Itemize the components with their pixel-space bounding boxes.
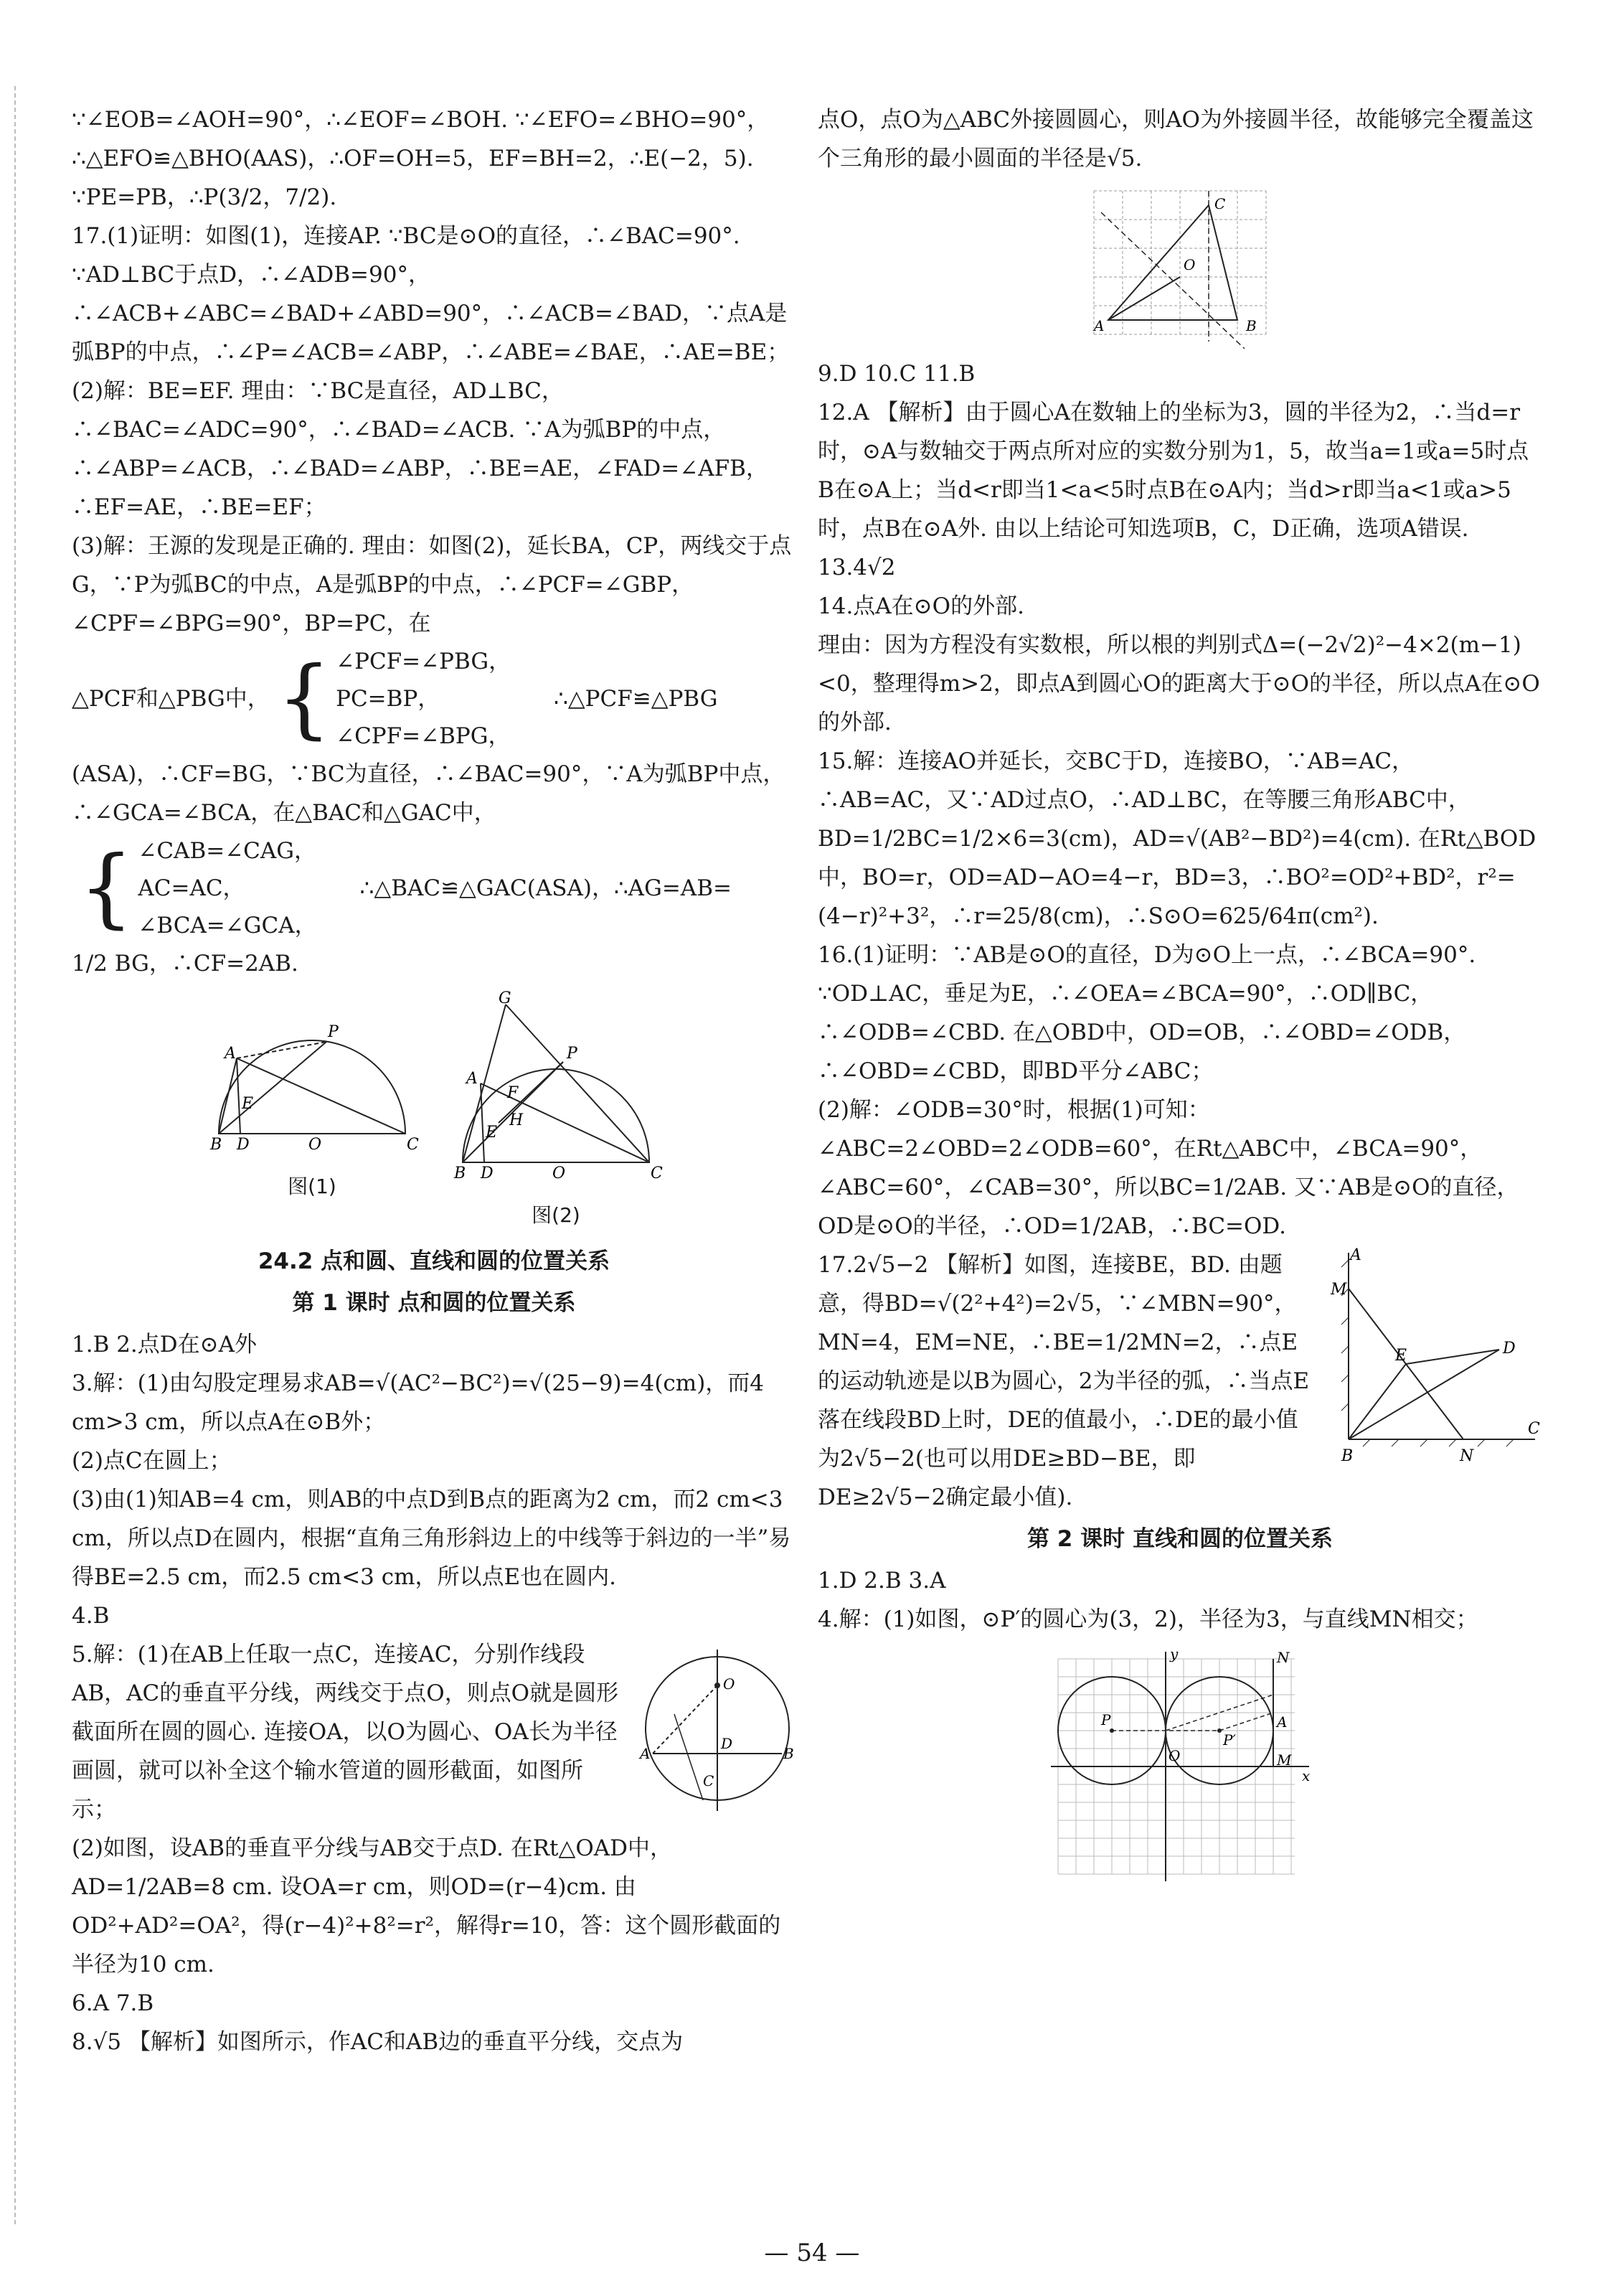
label-M: M bbox=[1331, 1281, 1347, 1299]
coordinate-circles-figure bbox=[1044, 1645, 1316, 1888]
label-D: D bbox=[1503, 1340, 1516, 1358]
answer-12: 12.A 【解析】由于圆心A在数轴上的坐标为3，圆的半径为2，∴当d=r时，⊙A与数轴交于两点所对应的实数分别为1，5，故当a=1或a=5时点B在⊙A上；当d<r即当1<a<5时点B在⊙A内；当d>r即当a<1或a>5时，点B在⊙A外. 由以上结论可知选项B，C，D正确，选项A错误. bbox=[818, 400, 1529, 542]
congruence-system-1 bbox=[72, 643, 796, 755]
brace-line: ∠CAB=∠CAG， bbox=[138, 838, 317, 864]
label-A: A bbox=[640, 1745, 651, 1762]
answer-16-part2: (2)解：∠ODB=30°时，根据(1)可知：∠ABC=2∠OBD=2∠ODB=60°，在Rt△ABC中，∠BCA=90°，∠ABC=60°，∠CAB=30°，所以BC=1/2AB. 又∵AB是⊙O的直径，OD是⊙O的半径，∴OD=1/2AB，∴BC=OD. bbox=[818, 1097, 1519, 1239]
answer-8-cont: 点O，点O为△ABC外接圆圆心，则AO为外接圆半径，故能够完全覆盖这个三角形的最小圆面的半径是√5. bbox=[818, 107, 1534, 171]
answer-13: 13.4√2 bbox=[818, 555, 896, 580]
figure-2-semicircle bbox=[448, 990, 664, 1184]
label-M: M bbox=[1277, 1751, 1292, 1769]
brace-line: AC=AC， bbox=[138, 875, 245, 901]
brace-symbol: { bbox=[79, 838, 134, 938]
answer-14: 14.点A在⊙O的外部. bbox=[818, 593, 1024, 619]
answer-17: 17.2√5−2 【解析】如图，连接BE，BD. 由题意，得BD=√(2²+4²)=2√5，∵∠MBN=90°，MN=4，EM=NE，∴BE=1/2MN=2，∴点E的运动轨迹是以B为圆心，2为半径的弧，∴当点E落在线段BD上时，DE的值最小，∴DE的最小值为2√5−2(也可以用DE≥BD−BE，即DE≥2√5−2确定最小值). bbox=[818, 1252, 1310, 1510]
label-P-prime: P′ bbox=[1223, 1731, 1236, 1749]
binding-line bbox=[14, 86, 16, 2224]
brace-symbol: { bbox=[276, 649, 332, 748]
label-B: B bbox=[1341, 1447, 1354, 1465]
page-number: — 54 — bbox=[764, 2239, 860, 2267]
right-angle-figure bbox=[1327, 1246, 1542, 1475]
label-D: D bbox=[481, 1165, 494, 1182]
label-N: N bbox=[1460, 1447, 1474, 1465]
label-O: O bbox=[552, 1165, 566, 1182]
answer-5-part1: 5.解：(1)在AB上任取一点C，连接AC，分别作线段AB，AC的垂直平分线，两线交于点O，则点O就是圆形截面所在圆的圆心. 连接OA，以O为圆心、OA长为半径画圆，就可以补全这个输水管道的圆形截面，如图所示； bbox=[72, 1642, 619, 1822]
label-O: O bbox=[723, 1675, 735, 1693]
answer-15: 15.解：连接AO并延长，交BC于D，连接BO，∵AB=AC，∴AB=AC，又∵AD过点O，∴AD⊥BC，在等腰三角形ABC中，BD=1/2BC=1/2×6=3(cm)，AD=√(AB²−BD²)=4(cm). 在Rt△BOD中，BO=r，OD=AD−AO=4−r，BD=3，∴BO²=OD²+BD²，r²=(4−r)²+3²，∴r=25/8(cm)，∴S⊙O=625/64π(cm²). bbox=[818, 748, 1536, 929]
answer-4: 4.B bbox=[72, 1603, 110, 1629]
figure-1-semicircle bbox=[204, 990, 420, 1155]
label-F: F bbox=[507, 1084, 519, 1102]
label-D: D bbox=[237, 1136, 250, 1154]
label-B: B bbox=[210, 1136, 222, 1154]
label-P: P bbox=[1101, 1711, 1111, 1728]
left-column bbox=[72, 100, 796, 2061]
brace-suffix: ∴△PCF≌△PBG bbox=[554, 686, 718, 712]
right-column bbox=[818, 100, 1542, 1894]
answer-3-part3: (3)由(1)知AB=4 cm，则AB的中点D到B点的距离为2 cm，而2 cm<3 cm，所以点D在圆内，根据“直角三角形斜边上的中线等于斜边的一半”易得BE=2.5 cm，而2.5 cm<3 cm，所以点E也在圆内. bbox=[72, 1487, 791, 1590]
label-P: P bbox=[567, 1045, 577, 1063]
label-C: C bbox=[407, 1136, 419, 1154]
label-C: C bbox=[1214, 195, 1226, 212]
label-O: O bbox=[1169, 1747, 1181, 1764]
brace-line: ∠PCF=∠PBG， bbox=[336, 649, 511, 674]
pipe-cross-section-figure bbox=[638, 1635, 796, 1822]
lesson-1-title: 第 1 课时 点和圆的位置关系 bbox=[292, 1290, 576, 1316]
congruence-system-2 bbox=[72, 832, 796, 944]
label-B: B bbox=[454, 1165, 466, 1182]
answer-9-11: 9.D 10.C 11.B bbox=[818, 361, 976, 387]
answer-8: 8.√5 【解析】如图所示，作AC和AB边的垂直平分线，交点为 bbox=[72, 2029, 684, 2055]
answer-4-part1: 4.解：(1)如图，⊙P′的圆心为(3，2)，半径为3，与直线MN相交； bbox=[818, 1606, 1478, 1632]
label-A: A bbox=[1094, 317, 1105, 334]
answer-3-part1: 3.解：(1)由勾股定理易求AB=√(AC²−BC²)=√(25−9)=4(cm)，而4 cm>3 cm，所以点A在⊙B外； bbox=[72, 1370, 765, 1435]
figure-2-caption: 图(2) bbox=[532, 1203, 580, 1227]
figure-1-caption: 图(1) bbox=[288, 1175, 336, 1198]
brace-line: ∠BCA=∠GCA， bbox=[138, 913, 317, 938]
label-E: E bbox=[486, 1124, 498, 1142]
answer-6-7: 6.A 7.B bbox=[72, 1990, 154, 2016]
answer-17-part3: (3)解：王源的发现是正确的. 理由：如图(2)，延长BA，CP，两线交于点G，∵P为弧BC的中点，A是弧BP的中点，∴∠PCF=∠GBP，∠CPF=∠BPG=90°，BP=PC，在 bbox=[72, 533, 792, 636]
answer-17-part1: 17.(1)证明：如图(1)，连接AP. ∵BC是⊙O的直径，∴∠BAC=90°. ∵AD⊥BC于点D，∴∠ADB=90°，∴∠ACB+∠ABC=∠BAD+∠ABD=90°，∴∠ACB=∠BAD，∵点A是弧BP的中点，∴∠P=∠ACB=∠ABP，∴∠ABE=∠BAE，∴AE=BE； bbox=[72, 223, 790, 365]
label-H: H bbox=[509, 1111, 524, 1129]
label-A: A bbox=[1350, 1246, 1361, 1264]
label-A: A bbox=[1277, 1713, 1288, 1731]
label-O: O bbox=[308, 1136, 322, 1154]
lesson-2-title: 第 2 课时 直线和圆的位置关系 bbox=[1027, 1526, 1333, 1552]
brace-line: PC=BP， bbox=[336, 686, 440, 712]
label-E: E bbox=[1395, 1347, 1407, 1365]
answer-17-conclusion: 1/2 BG，∴CF=2AB. bbox=[72, 951, 298, 977]
brace-prefix: △PCF和△PBG中， bbox=[72, 686, 270, 712]
answer-16-part1: 16.(1)证明：∵AB是⊙O的直径，D为⊙O上一点，∴∠BCA=90°. ∵OD⊥AC，垂足为E，∴∠OEA=∠BCA=90°，∴OD∥BC，∴∠ODB=∠CBD. 在△OBD中，OD=OB，∴∠OBD=∠ODB，∴∠OBD=∠CBD，即BD平分∠ABC； bbox=[818, 942, 1476, 1084]
brace-line: ∠CPF=∠BPG， bbox=[336, 723, 511, 749]
answer-3-part2: (2)点C在圆上； bbox=[72, 1448, 232, 1474]
answer-1-2: 1.B 2.点D在⊙A外 bbox=[72, 1332, 258, 1358]
label-A: A bbox=[225, 1045, 236, 1063]
label-C: C bbox=[651, 1165, 663, 1182]
label-O: O bbox=[1184, 256, 1196, 273]
answer-1-3: 1.D 2.B 3.A bbox=[818, 1568, 946, 1594]
answer-17-part2: (2)解：BE=EF. 理由：∵BC是直径，AD⊥BC，∴∠BAC=∠ADC=90°，∴∠BAD=∠ACB. ∵A为弧BP的中点，∴∠ABP=∠ACB，∴∠BAD=∠ABP，∴BE=AE，∠FAD=∠AFB，∴EF=AE，∴BE=EF； bbox=[72, 378, 768, 520]
label-x: x bbox=[1302, 1767, 1311, 1784]
figure-row-17 bbox=[72, 990, 796, 1235]
label-E: E bbox=[242, 1095, 254, 1113]
label-B: B bbox=[1246, 317, 1257, 334]
label-P: P bbox=[328, 1023, 339, 1041]
answer-17-part3-cont: (ASA)，∴CF=BG，∵BC为直径，∴∠BAC=90°，∵A为弧BP中点，∴∠GCA=∠BCA，在△BAC和△GAC中， bbox=[72, 761, 785, 826]
label-G: G bbox=[499, 990, 511, 1007]
brace-suffix: ∴△BAC≌△GAC(ASA)，∴AG=AB= bbox=[359, 875, 732, 901]
answer-text: ∵∠EOB=∠AOH=90°，∴∠EOF=∠BOH. ∵∠EFO=∠BHO=90°，∴△EFO≌△BHO(AAS)，∴OF=OH=5，EF=BH=2，∴E(−2，5). ∵PE=PB，∴P(3/2，7/2). bbox=[72, 107, 770, 210]
answer-14-reason: 理由：因为方程没有实数根，所以根的判别式Δ=(−2√2)²−4×2(m−1)<0，整理得m>2，即点A到圆心O的距离大于⊙O的半径，所以点A在⊙O的外部. bbox=[818, 632, 1540, 735]
label-D: D bbox=[721, 1735, 733, 1752]
answer-5-part2: (2)如图，设AB的垂直平分线与AB交于点D. 在Rt△OAD中，AD=1/2AB=8 cm. 设OA=r cm，则OD=(r−4)cm. 由OD²+AD²=OA²，得(r−4)²+8²=r²，解得r=10，答：这个圆形截面的半径为10 cm. bbox=[72, 1835, 781, 1977]
section-title: 24.2 点和圆、直线和圆的位置关系 bbox=[258, 1248, 610, 1274]
label-N: N bbox=[1277, 1649, 1290, 1666]
label-B: B bbox=[783, 1745, 794, 1762]
label-C: C bbox=[703, 1772, 714, 1789]
grid-triangle-figure bbox=[1080, 184, 1280, 349]
label-A: A bbox=[466, 1070, 478, 1088]
label-y: y bbox=[1170, 1645, 1179, 1662]
label-C: C bbox=[1528, 1420, 1540, 1438]
